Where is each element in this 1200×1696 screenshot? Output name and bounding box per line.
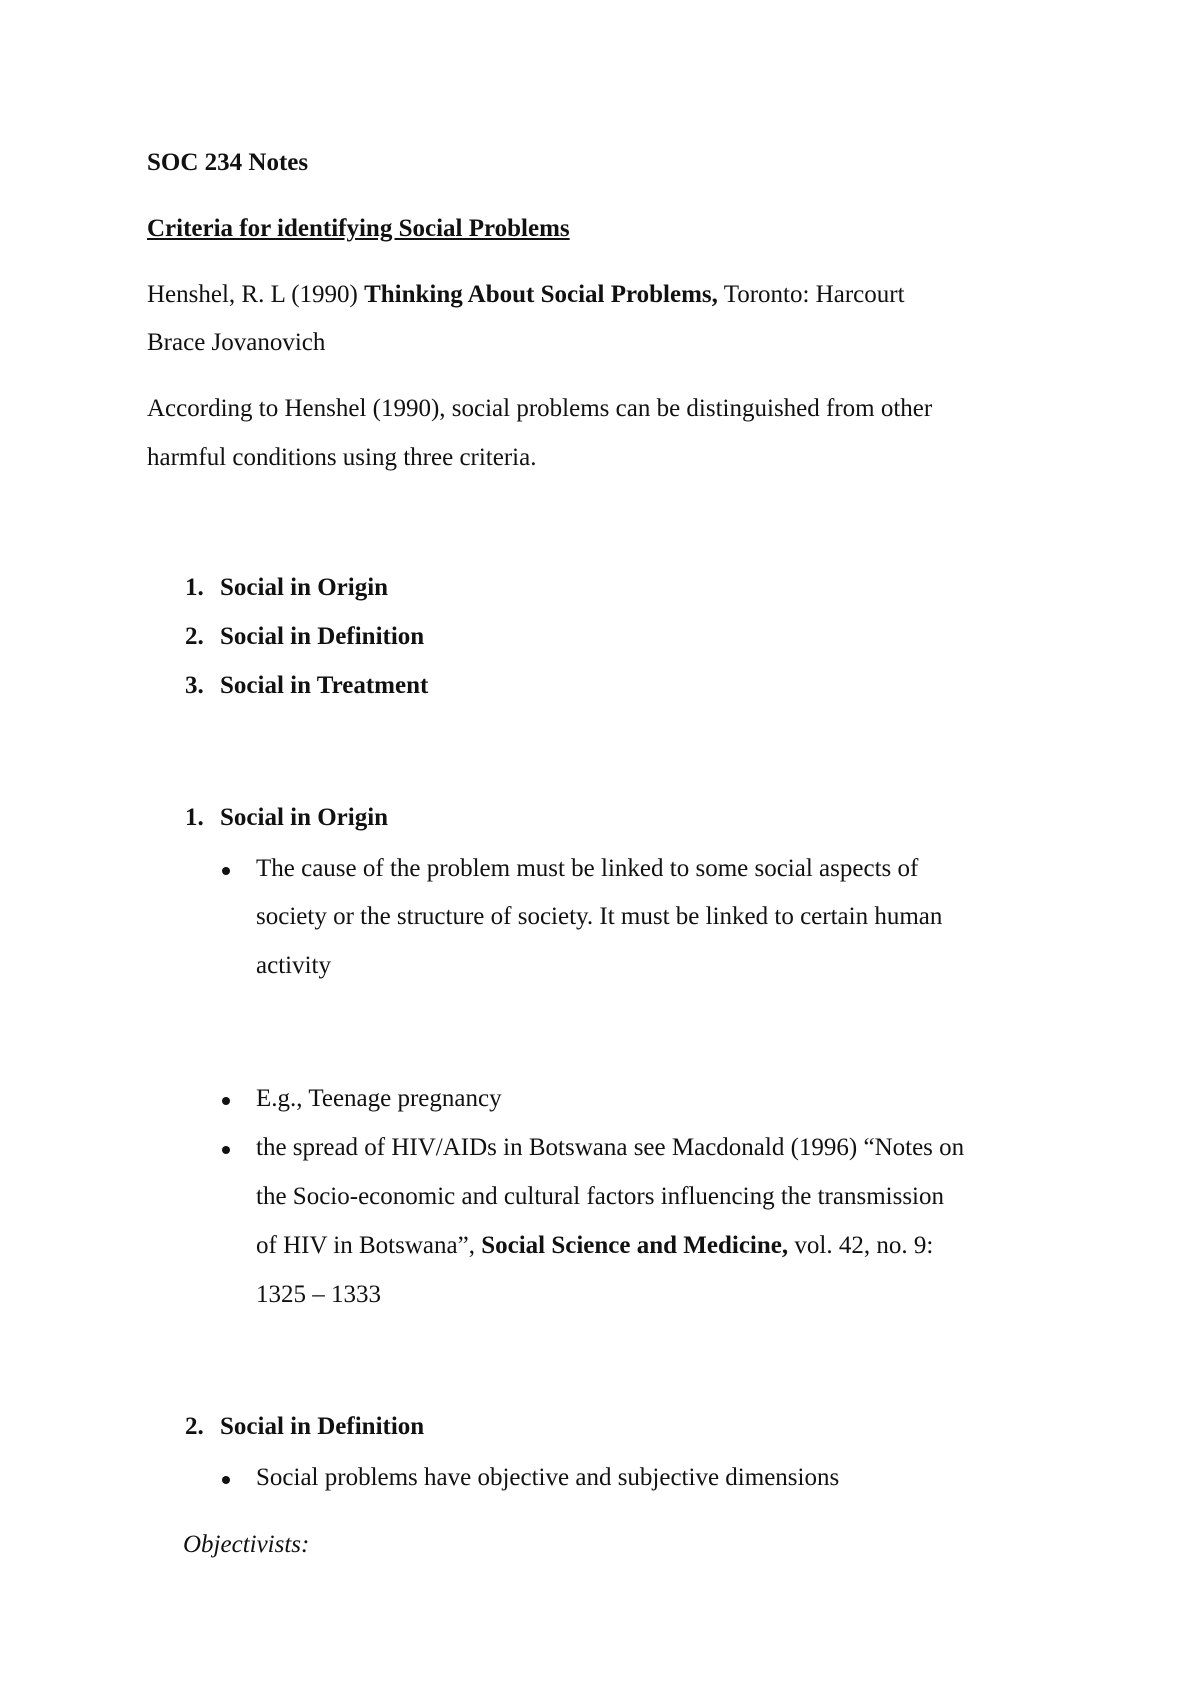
criteria-item-label: Social in Origin bbox=[220, 574, 389, 601]
intro-line-1: According to Henshel (1990), social problems can be distinguished from other bbox=[147, 395, 933, 422]
criteria-number: 3. bbox=[185, 672, 204, 699]
criteria-item-label: Social in Definition bbox=[220, 623, 425, 650]
criteria-number: 1. bbox=[185, 574, 204, 601]
bullet-text: the Socio-economic and cultural factors influencing the transmission bbox=[256, 1183, 945, 1210]
reference-line-2: Brace Jovanovich bbox=[147, 329, 326, 356]
bullet-icon bbox=[222, 1146, 230, 1154]
bullet-text: activity bbox=[256, 952, 331, 979]
criteria-number: 2. bbox=[185, 623, 204, 650]
section-heading: Social in Definition bbox=[220, 1413, 425, 1440]
section-subtitle: Criteria for identifying Social Problems bbox=[147, 215, 570, 242]
reference-line-1 bbox=[147, 280, 905, 310]
citation-text: of HIV in Botswana”, bbox=[256, 1232, 482, 1259]
reference-publisher: Toronto: Harcourt bbox=[717, 281, 905, 308]
intro-line-2: harmful conditions using three criteria. bbox=[147, 444, 537, 471]
section-number: 2. bbox=[185, 1413, 204, 1440]
bullet-text-citation bbox=[256, 1231, 933, 1261]
bullet-icon bbox=[222, 867, 230, 875]
bullet-text: E.g., Teenage pregnancy bbox=[256, 1085, 502, 1112]
page-title: SOC 234 Notes bbox=[147, 149, 309, 176]
bullet-text: the spread of HIV/AIDs in Botswana see Macdonald (1996) “Notes on bbox=[256, 1134, 965, 1161]
bullet-text: society or the structure of society. It must be linked to certain human bbox=[256, 903, 943, 930]
bullet-icon bbox=[222, 1097, 230, 1105]
reference-author: Henshel, R. L (1990) bbox=[147, 281, 365, 308]
reference-book-title: Thinking About Social Problems, bbox=[364, 281, 718, 308]
journal-title: Social Science and Medicine, bbox=[481, 1232, 789, 1259]
bullet-text: 1325 – 1333 bbox=[256, 1281, 381, 1308]
bullet-text: Social problems have objective and subjective dimensions bbox=[256, 1464, 840, 1491]
section-heading: Social in Origin bbox=[220, 804, 389, 831]
criteria-item-label: Social in Treatment bbox=[220, 672, 429, 699]
bullet-icon bbox=[222, 1476, 230, 1484]
section-number: 1. bbox=[185, 804, 204, 831]
objectivists-label: Objectivists: bbox=[183, 1531, 310, 1558]
bullet-text: The cause of the problem must be linked to some social aspects of bbox=[256, 855, 919, 882]
citation-volume: vol. 42, no. 9: bbox=[788, 1232, 934, 1259]
